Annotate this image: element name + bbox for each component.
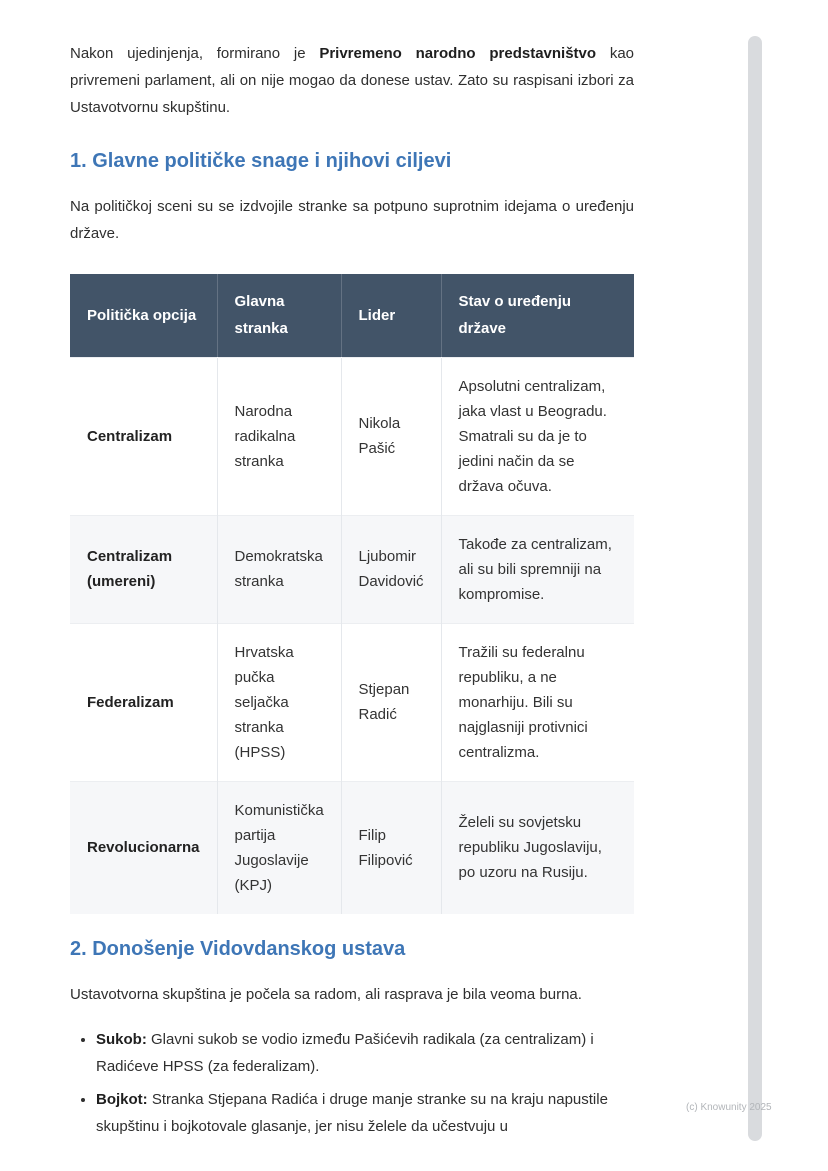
cell-stav: Želeli su sovjetsku republiku Jugoslaviju, po uzoru na Rusiju. xyxy=(441,781,634,914)
political-forces-table xyxy=(70,274,634,914)
table-row xyxy=(70,623,634,781)
scrollbar[interactable] xyxy=(748,36,762,1141)
cell-lider: Stjepan Radić xyxy=(341,623,441,781)
cell-stav: Takođe za centralizam, ali su bili spremniji na kompromise. xyxy=(441,515,634,623)
cell-opcija: Centralizam xyxy=(70,357,217,515)
cell-opcija: Centralizam (umereni) xyxy=(70,515,217,623)
section1-heading: 1. Glavne političke snage i njihovi ciljevi xyxy=(70,150,452,172)
bullet-text-sukob: Glavni sukob se vodio između Pašićevih radikala (za centralizam) i Radićeve HPSS (za federalizam). xyxy=(96,1030,594,1075)
col-header-stav: Stav o uređenju države xyxy=(441,274,634,357)
cell-stav: Apsolutni centralizam, jaka vlast u Beogradu. Smatrali su da je to jedini način da se država očuva. xyxy=(441,357,634,515)
section2-paragraph: Ustavotvorna skupština je počela sa radom, ali rasprava je bila veoma burna. xyxy=(70,985,582,1003)
watermark: (c) Knowunity 2025 xyxy=(686,1102,772,1113)
table-row xyxy=(70,781,634,914)
section1-paragraph: Na političkoj sceni su se izdvojile stranke sa potpuno suprotnim idejama o uređenju države. xyxy=(70,198,634,242)
cell-stranka: Demokratska stranka xyxy=(217,515,341,623)
cell-stav: Tražili su federalnu republiku, a ne monarhiju. Bili su najglasniji protivnici centralizma. xyxy=(441,623,634,781)
table-row xyxy=(70,357,634,515)
bullet-list xyxy=(70,1026,634,1140)
bullet-bold-bojkot: Bojkot: xyxy=(96,1090,148,1108)
cell-lider: Ljubomir Davidović xyxy=(341,515,441,623)
intro-paragraph xyxy=(70,40,634,121)
cell-stranka: Hrvatska pučka seljačka stranka (HPSS) xyxy=(217,623,341,781)
list-item-bojkot xyxy=(96,1086,634,1140)
cell-stranka: Komunistička partija Jugoslavije (KPJ) xyxy=(217,781,341,914)
cell-lider: Nikola Pašić xyxy=(341,357,441,515)
col-header-lider: Lider xyxy=(341,274,441,357)
col-header-glavna-stranka: Glavna stranka xyxy=(217,274,341,357)
cell-opcija: Federalizam xyxy=(70,623,217,781)
cell-stranka: Narodna radikalna stranka xyxy=(217,357,341,515)
cell-opcija: Revolucionarna xyxy=(70,781,217,914)
document-content xyxy=(70,40,634,1146)
list-item-sukob xyxy=(96,1026,634,1080)
table-header-row xyxy=(70,274,634,357)
intro-text-after: kao privremeni parlament, ali on nije mogao da donese ustav. Zato su raspisani izbori za Ustavotvornu skupštinu. xyxy=(70,45,635,116)
col-header-politicka-opcija: Politička opcija xyxy=(70,274,217,357)
intro-text-before: Nakon ujedinjenja, formirano je xyxy=(70,45,320,62)
section2-heading: 2. Donošenje Vidovdanskog ustava xyxy=(70,937,406,960)
cell-lider: Filip Filipović xyxy=(341,781,441,914)
intro-bold-term: Privremeno narodno predstavništvo xyxy=(319,45,597,62)
bullet-text-bojkot: Stranka Stjepana Radića i druge manje stranke su na kraju napustile skupštinu i bojkotovale glasanje, jer nisu želele da učestvuju u xyxy=(96,1090,608,1135)
table-row xyxy=(70,515,634,623)
bullet-bold-sukob: Sukob: xyxy=(96,1030,147,1048)
